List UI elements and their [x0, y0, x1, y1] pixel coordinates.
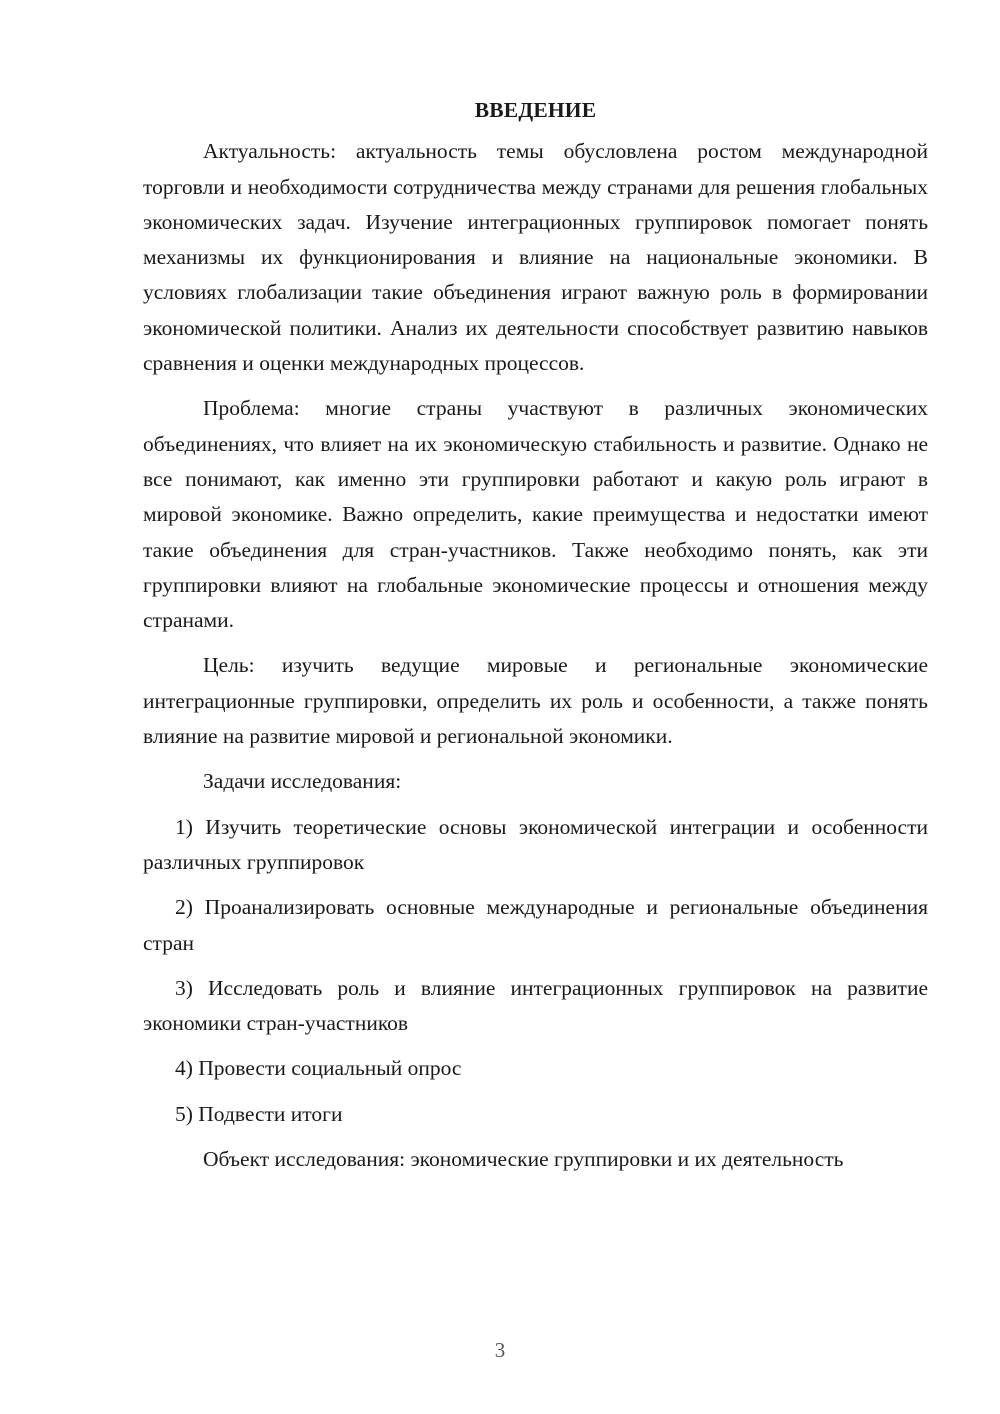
- task-item-1: 1) Изучить теоретические основы экономической интеграции и особенности различных группировок: [143, 814, 928, 874]
- tasks-heading: Задачи исследования:: [203, 769, 402, 794]
- page-content: [143, 93, 928, 1187]
- task-item-2: 2) Проанализировать основные международные и региональные объединения стран: [143, 895, 928, 955]
- task-item-5: 5) Подвести итоги: [175, 1101, 343, 1126]
- relevance-paragraph: Актуальность: актуальность темы обусловлена ростом международной торговли и необходимости сотрудничества между странами для решения глобальных экономических задач. Изучение интеграционных группировок помогает понять механизмы их функционирования и влияние на национальные экономики. В условиях глобализации такие объединения играют важную роль в формировании экономической политики. Анализ их деятельности способствует развитию навыков сравнения и оценки международных процессов.: [143, 139, 928, 376]
- task-item-4: 4) Провести социальный опрос: [175, 1056, 462, 1081]
- task-item-3: 3) Исследовать роль и влияние интеграционных группировок на развитие экономики стран-участников: [143, 975, 928, 1036]
- problem-paragraph: Проблема: многие страны участвуют в различных экономических объединениях, что влияет на их экономическую стабильность и развитие. Однако не все понимают, как именно эти группировки работают и какую роль играют в мировой экономике. Важно определить, какие преимущества и недостатки имеют такие объединения для стран-участников. Также необходимо понять, как эти группировки влияют на глобальные экономические процессы и отношения между странами.: [143, 396, 928, 633]
- page-number: 3: [494, 1338, 506, 1362]
- goal-paragraph: Цель: изучить ведущие мировые и региональные экономические интеграционные группировки, определить их роль и особенности, а также понять влияние на развитие мировой и региональной экономики.: [143, 653, 928, 749]
- section-heading: ВВЕДЕНИЕ: [474, 98, 597, 122]
- object-paragraph: Объект исследования: экономические группировки и их деятельность: [203, 1147, 844, 1172]
